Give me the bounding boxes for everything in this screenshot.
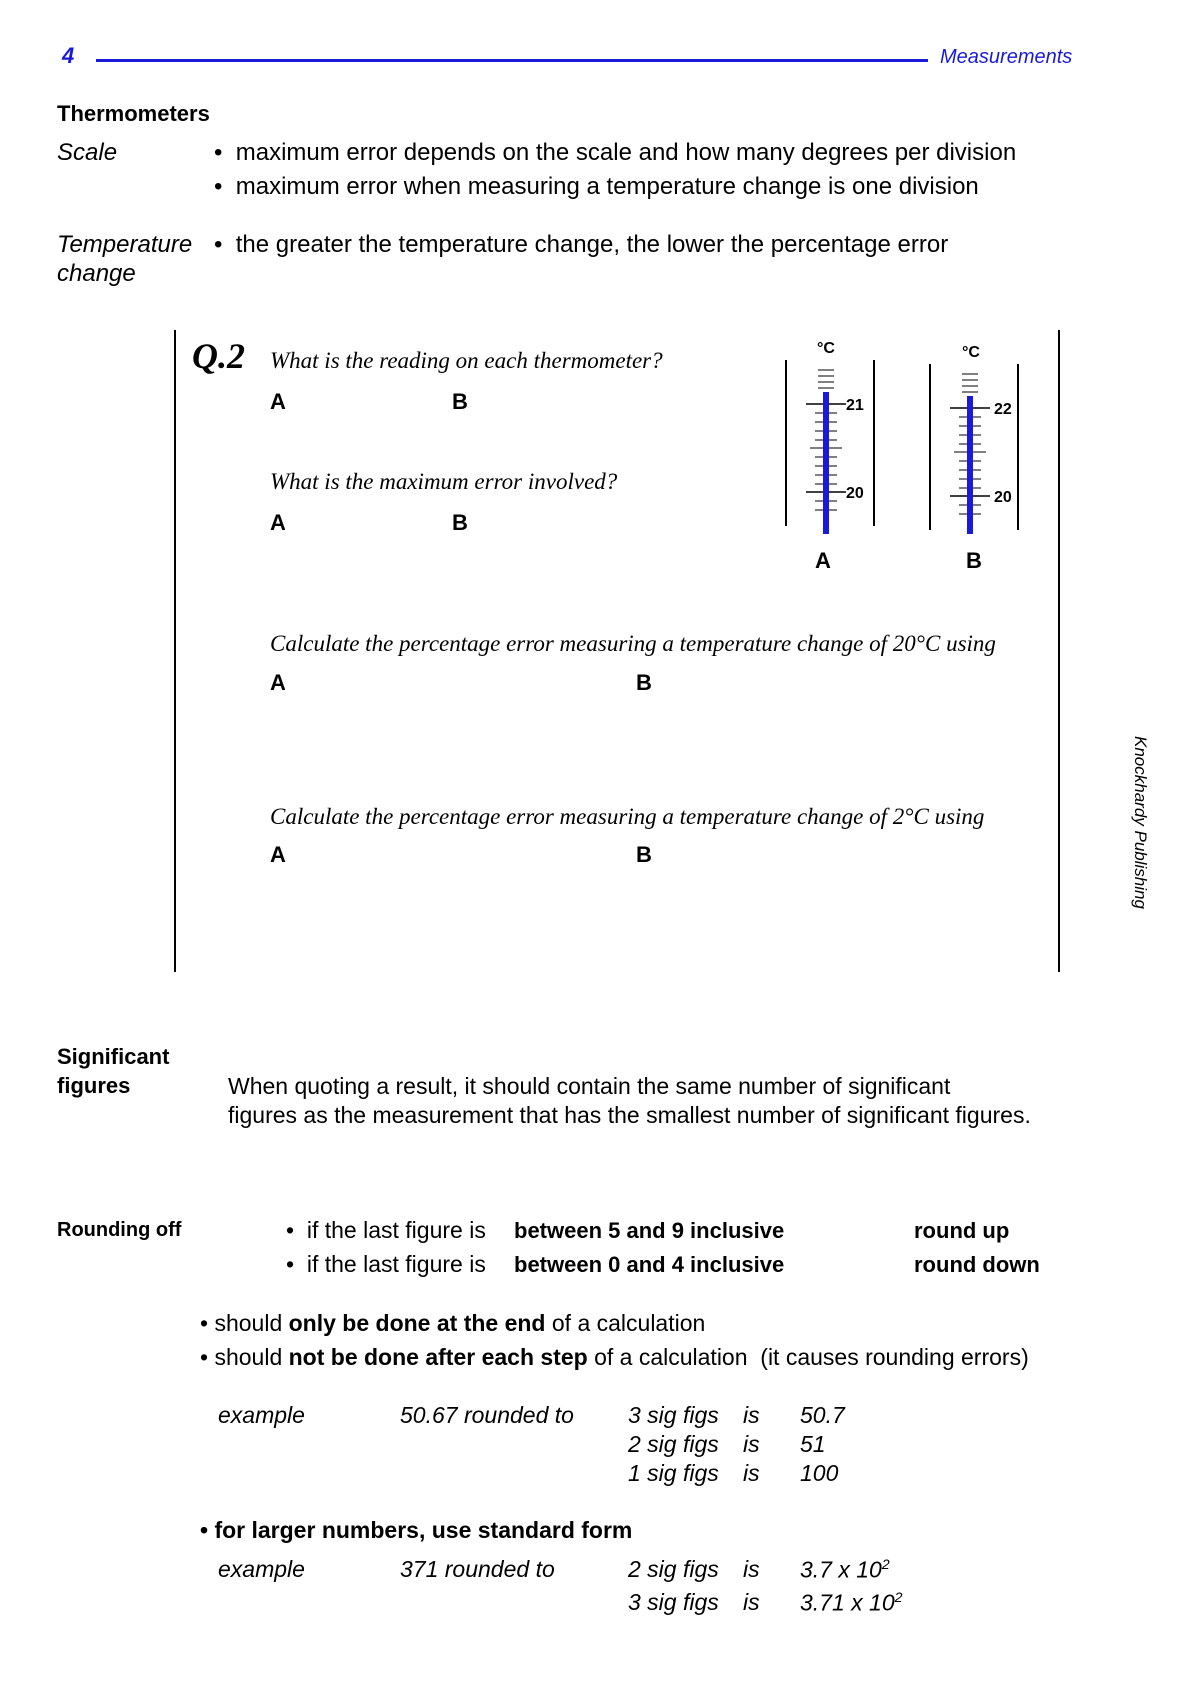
thermometer-b-upper-value: 22 bbox=[994, 401, 1012, 418]
example-2-row-1-figs: 2 sig figs bbox=[628, 1556, 719, 1582]
scale-bullet-2: • maximum error when measuring a temperature change is one division bbox=[214, 173, 979, 200]
sig-figs-text-2: figures as the measurement that has the smallest number of significant figures. bbox=[228, 1102, 1031, 1128]
sig-figs-heading-1: Significant bbox=[57, 1044, 170, 1069]
q2-answer-a-label: A bbox=[270, 510, 286, 535]
rounding-rule-1-prefix: • if the last figure is bbox=[286, 1217, 486, 1243]
thermometer-a-upper-value: 21 bbox=[846, 397, 864, 414]
q3-answer-b-label: B bbox=[636, 670, 652, 695]
thermometers-heading: Thermometers bbox=[57, 101, 210, 126]
example-2-row-2-result: 3.71 x $10^2$ bbox=[800, 1589, 903, 1616]
q1-answer-b-label: B bbox=[452, 389, 468, 414]
example-2-row-1-result: 3.7 x $10^2$ bbox=[800, 1556, 890, 1583]
example-1-row-1-figs: 3 sig figs bbox=[628, 1402, 719, 1428]
step-bullet: • should not be done after each step of a calculation (it causes rounding errors) bbox=[200, 1344, 1029, 1370]
rounding-rule-1-range: between 5 and 9 inclusive bbox=[514, 1218, 785, 1243]
q2-answer-b-label: B bbox=[452, 510, 468, 535]
example-2-number: 371 rounded to bbox=[400, 1556, 555, 1582]
example-1-row-3-result: 100 bbox=[800, 1460, 839, 1486]
example-1-number: 50.67 rounded to bbox=[400, 1402, 574, 1428]
scale-label: Scale bbox=[57, 139, 118, 166]
thermometer-b-caption: B bbox=[966, 548, 982, 573]
example-1-row-2-result: 51 bbox=[800, 1431, 826, 1457]
example-2-row-2-is: is bbox=[743, 1589, 760, 1615]
sig-figs-text-1: When quoting a result, it should contain the same number of significant bbox=[228, 1073, 951, 1099]
sig-figs-heading-2: figures bbox=[57, 1073, 131, 1098]
question-number: Q.2 bbox=[192, 336, 245, 376]
standard-form-bullet: • for larger numbers, use standard form bbox=[200, 1517, 633, 1543]
side-credit: Knockhardy Publishing bbox=[1131, 736, 1150, 909]
question-2-text: What is the maximum error involved? bbox=[270, 469, 618, 494]
temp-change-label-1: Temperature bbox=[57, 231, 193, 258]
example-2-label: example bbox=[218, 1556, 305, 1582]
q4-answer-b-label: B bbox=[636, 842, 652, 867]
thermometer-b-liquid bbox=[967, 396, 973, 534]
page-number: 4 bbox=[62, 43, 75, 68]
example-1-row-1-is: is bbox=[743, 1402, 760, 1428]
question-4-text: Calculate the percentage error measuring a temperature change of 2°C using bbox=[270, 804, 985, 829]
example-1-row-1-result: 50.7 bbox=[800, 1402, 845, 1428]
question-3-text: Calculate the percentage error measuring a temperature change of 20°C using bbox=[270, 631, 996, 656]
scale-bullet-1: • maximum error depends on the scale and how many degrees per division bbox=[214, 139, 1017, 166]
rounding-rule-2-prefix: • if the last figure is bbox=[286, 1251, 486, 1277]
question-box-left-border bbox=[174, 330, 176, 972]
question-1-text: What is the reading on each thermometer? bbox=[270, 348, 663, 373]
temp-change-bullet: • the greater the temperature change, the lower the percentage error bbox=[214, 231, 949, 258]
question-box-right-border bbox=[1058, 330, 1060, 972]
q4-answer-a-label: A bbox=[270, 842, 286, 867]
q1-answer-a-label: A bbox=[270, 389, 286, 414]
thermometer-a-lower-value: 20 bbox=[846, 485, 864, 502]
example-2-row-1-is: is bbox=[743, 1556, 760, 1582]
example-1-row-3-figs: 1 sig figs bbox=[628, 1460, 719, 1486]
q3-answer-a-label: A bbox=[270, 670, 286, 695]
example-1-row-2-is: is bbox=[743, 1431, 760, 1457]
thermometer-a-unit: °C bbox=[817, 340, 835, 357]
thermometer-a-caption: A bbox=[815, 548, 831, 573]
rounding-heading: Rounding off bbox=[57, 1219, 182, 1241]
rounding-rule-2-action: round down bbox=[914, 1252, 1040, 1277]
example-1-row-2-figs: 2 sig figs bbox=[628, 1431, 719, 1457]
thermometer-b-unit: °C bbox=[962, 344, 980, 361]
thermometer-b bbox=[914, 330, 1034, 580]
thermometer-a bbox=[770, 330, 890, 580]
end-bullet: • should only be done at the end of a calculation bbox=[200, 1310, 706, 1336]
example-2-row-2-figs: 3 sig figs bbox=[628, 1589, 719, 1615]
thermometer-b-lower-value: 20 bbox=[994, 489, 1012, 506]
header-rule bbox=[96, 59, 928, 62]
temp-change-label-2: change bbox=[57, 260, 136, 287]
section-title: Measurements bbox=[940, 46, 1073, 68]
rounding-rule-2-range: between 0 and 4 inclusive bbox=[514, 1252, 785, 1277]
example-1-label: example bbox=[218, 1402, 305, 1428]
example-1-row-3-is: is bbox=[743, 1460, 760, 1486]
rounding-rule-1-action: round up bbox=[914, 1218, 1010, 1243]
thermometer-a-liquid bbox=[823, 392, 829, 534]
